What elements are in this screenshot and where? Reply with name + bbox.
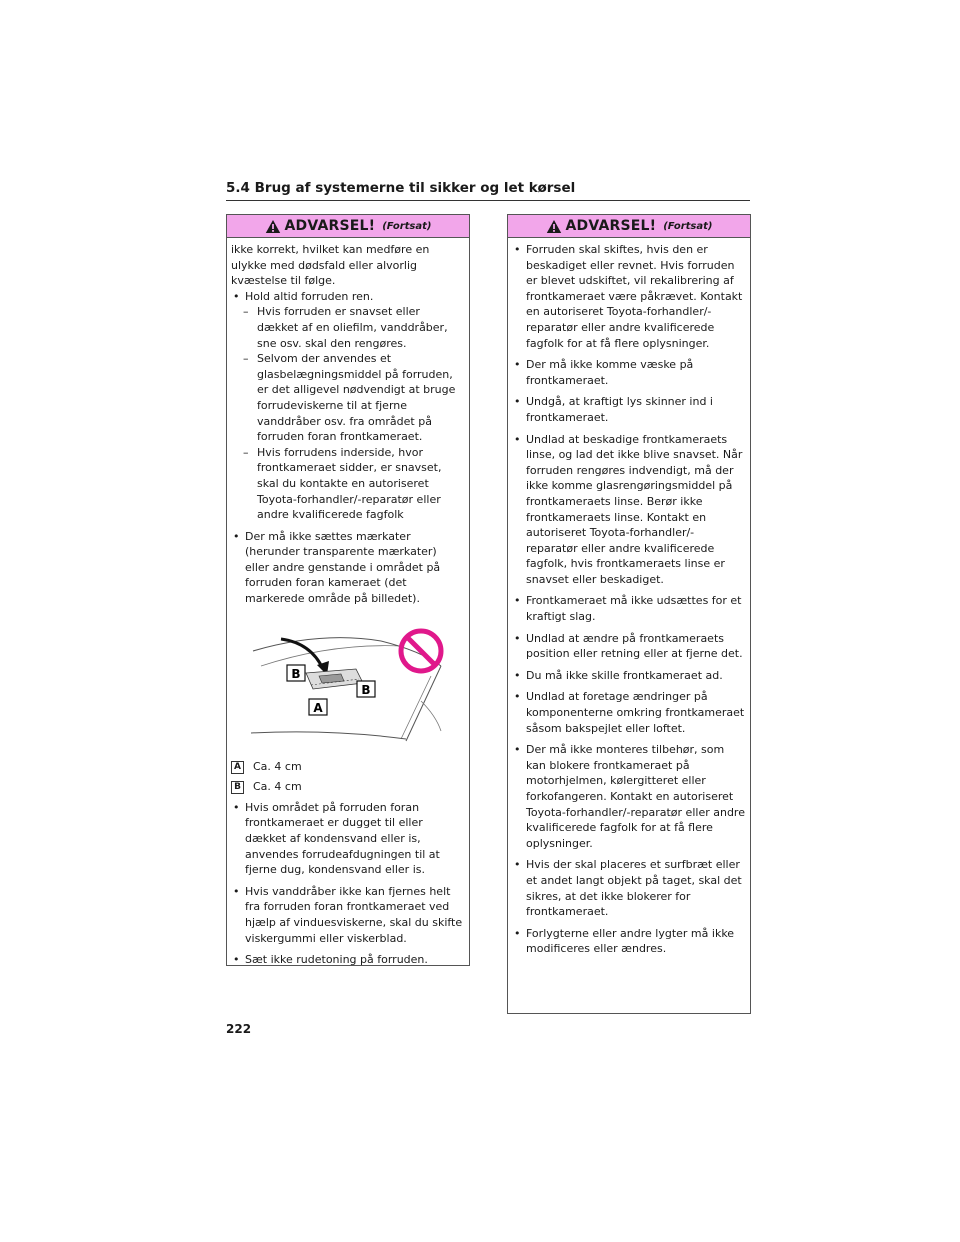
windshield-camera-figure	[231, 621, 463, 751]
sub-item: – Hvis forruden er snavset eller dækket af en oliefilm, vanddråber, sne osv. skal den rengøres.	[243, 305, 448, 350]
list-item: • Der må ikke monteres tilbehør, som kan blokere frontkameraet på motorhjelmen, kølergitteret eller forkofangeren. Kontakt en autoriseret Toyota-forhandler/-reparatør eller andre kvalificerede fagfolk for at få flere oplysninger.	[514, 743, 745, 850]
legend-item-a: A Ca. 4 cm	[231, 759, 464, 775]
warning-header	[227, 215, 469, 238]
warning-continued: (Fortsat)	[663, 220, 713, 232]
sub-item: – Hvis forrudens inderside, hvor frontkameraet sidder, er snavset, skal du kontakte en autoriseret Toyota-forhandler/-reparatør eller andre kvalificerede fagfolk	[243, 445, 442, 522]
list-item: • Forruden skal skiftes, hvis den er beskadiget eller revnet. Hvis forruden er blevet udskiftet, vil rekalibrering af frontkameraet være påkrævet. Kontakt en autoriseret Toyota-forhandler/-reparatør eller andre kvalificerede fagfolk for at få flere oplysninger.	[514, 243, 743, 350]
warning-triangle-icon	[546, 219, 562, 234]
list-item: • Hvis vanddråber ikke kan fjernes helt fra forruden foran frontkameraet ved hjælp af vinduesviskerne, skal du skifte viskergummi eller viskerblad.	[233, 884, 463, 945]
warning-title: ADVARSEL!	[284, 218, 376, 234]
list-item: • Hvis der skal placeres et surfbræt eller et andet langt objekt på taget, skal det sikres, at det ikke blokerer for frontkameraet.	[514, 858, 742, 919]
list-item: • Undlad at foretage ændringer på komponenterne omkring frontkameraet såsom bakspejlet eller loftet.	[514, 690, 745, 735]
list-item: • Undlad at ændre på frontkameraets position eller retning eller at fjerne det.	[514, 631, 743, 661]
list-item: • Hvis området på forruden foran frontkameraet er dugget til eller dækket af kondensvand eller is, anvendes forrudeafdugningen til at fjerne dug, kondensvand eller is.	[233, 800, 440, 877]
warning-box-left	[226, 214, 470, 966]
warning-box-right	[507, 214, 751, 1014]
list-item: • Hold altid forruden ren.	[233, 289, 374, 303]
warning-continued: (Fortsat)	[382, 220, 432, 232]
label-a: A	[313, 700, 323, 715]
warning-title: ADVARSEL!	[565, 218, 657, 234]
list-item: • Undgå, at kraftigt lys skinner ind i frontkameraet.	[514, 395, 713, 424]
sub-item: – Selvom der anvendes et glasbelægningsmiddel på forruden, er det alligevel nødvendigt at bruge forrudeviskerne til at fjerne vanddråber osv. fra området på forruden foran frontkameraet.	[243, 352, 456, 444]
list-item: • Der må ikke komme væske på frontkameraet.	[514, 358, 694, 387]
list-item: • Forlygterne eller andre lygter må ikke modificeres eller ændres.	[514, 926, 735, 956]
section-header: 5.4 Brug af systemerne til sikker og let kørsel	[226, 180, 750, 201]
list-item: • Undlad at beskadige frontkameraets linse, og lad det ikke blive snavset. Når forruden rengøres indvendigt, må der ikke komme glasrengøringsmiddel på frontkameraets linse. Berør ikke frontkameraets linse. Kontakt en autoriseret Toyota-forhandler/-reparatør eller andre kvalificerede fagfolk, hvis frontkameraets linse er snavset eller beskadiget.	[514, 432, 743, 586]
list-item: • Du må ikke skille frontkameraet ad.	[514, 668, 723, 682]
intro-text: ikke korrekt, hvilket kan medføre en ulykke med dødsfald eller alvorlig kvæstelse til følge.	[231, 243, 430, 288]
list-item: • Sæt ikke rudetoning på forruden.	[233, 953, 428, 967]
list-item: • Frontkameraet må ikke udsættes for et kraftigt slag.	[514, 594, 742, 624]
list-item: • Der må ikke sættes mærkater (herunder transparente mærkater) eller andre genstande i området på forruden foran kameraet (det markerede område på billedet).	[233, 529, 441, 606]
legend-item-b: B Ca. 4 cm	[231, 779, 464, 795]
label-b-left: B	[291, 666, 301, 681]
label-b-right: B	[361, 682, 371, 697]
warning-triangle-icon	[265, 219, 281, 234]
warning-header	[508, 215, 750, 238]
page-number: 222	[226, 1022, 252, 1036]
